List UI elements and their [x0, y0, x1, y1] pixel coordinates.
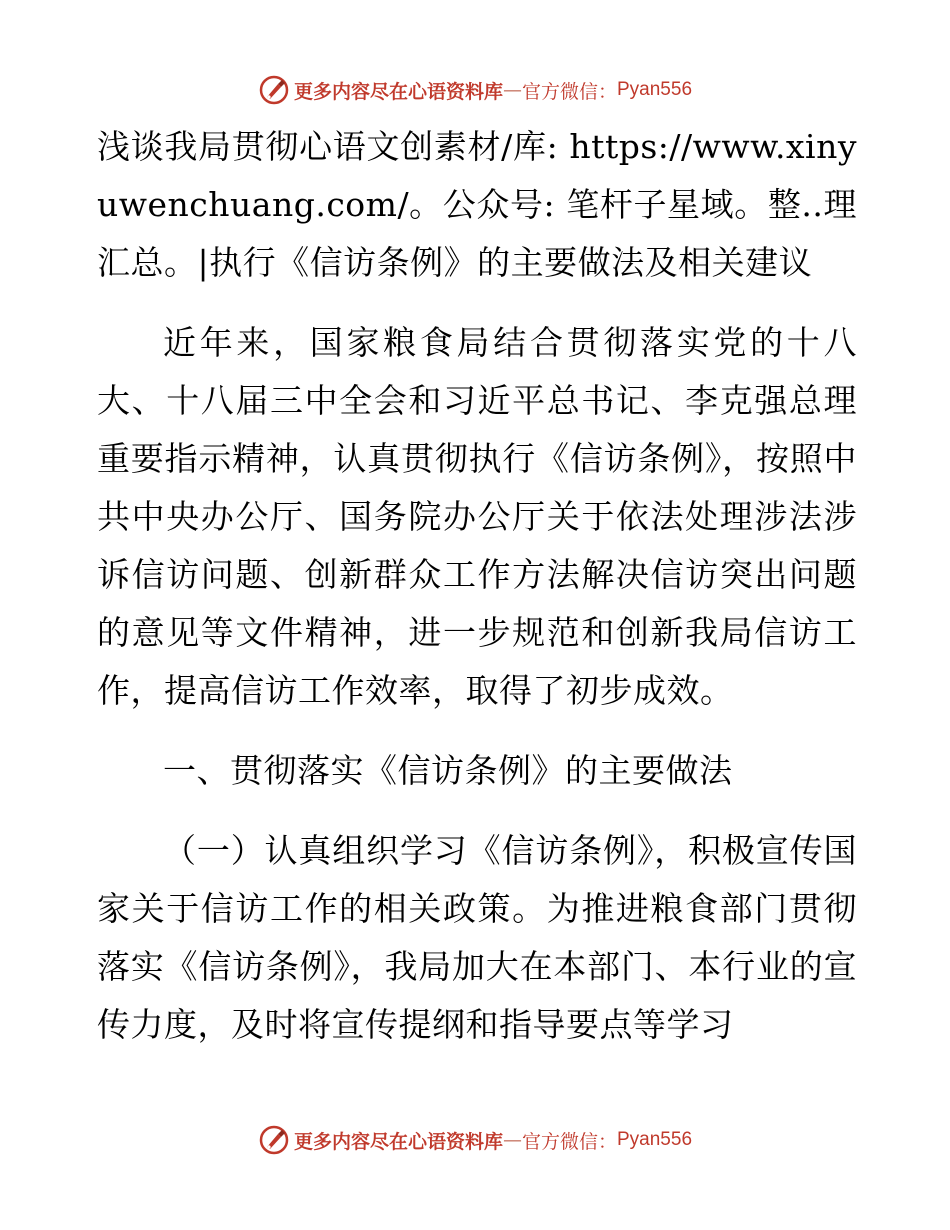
watermark-id: Pyan556: [617, 1129, 693, 1150]
intro-paragraph: 近年来，国家粮食局结合贯彻落实党的十八大、十八届三中全会和习近平总书记、李克强总理重要指示精神，认真贯彻执行《信访条例》，按照中共中央办公厅、国务院办公厅关于依法处理涉法涉诉信访问题、创新群众工作方法解决信访突出问题的意见等文件精神，进一步规范和创新我局信访工作，提高信访工作效率，取得了初步成效。: [97, 323, 857, 710]
watermark-banner-bottom: [0, 1120, 950, 1160]
pen-logo-icon: [258, 1124, 290, 1156]
section-heading: 一、贯彻落实《信访条例》的主要做法: [163, 751, 733, 790]
watermark-id: Pyan556: [617, 79, 693, 100]
watermark-sub-text: 官方微信：: [521, 1130, 617, 1153]
watermark-dash: —: [502, 1129, 522, 1151]
watermark-main-text: 更多内容尽在心语资料库: [293, 1130, 503, 1153]
watermark-banner-top: [0, 70, 950, 110]
watermark-main-text: 更多内容尽在心语资料库: [293, 80, 503, 103]
subsection-paragraph: （一）认真组织学习《信访条例》，积极宣传国家关于信访工作的相关政策。为推进粮食部门贯彻落实《信访条例》，我局加大在本部门、本行业的宣传力度，及时将宣传提纲和指导要点等学习: [97, 831, 857, 1044]
watermark-sub-text: 官方微信：: [521, 80, 617, 103]
document-body: [97, 118, 857, 1054]
pen-logo-icon: [258, 74, 290, 106]
watermark-dash: —: [502, 79, 522, 101]
document-title: 浅谈我局贯彻心语文创素材/库: https://www.xinyuwenchuang.com/。公众号: 笔杆子星域。整..理汇总。|执行《信访条例》的主要做法及相关建议: [97, 127, 857, 282]
